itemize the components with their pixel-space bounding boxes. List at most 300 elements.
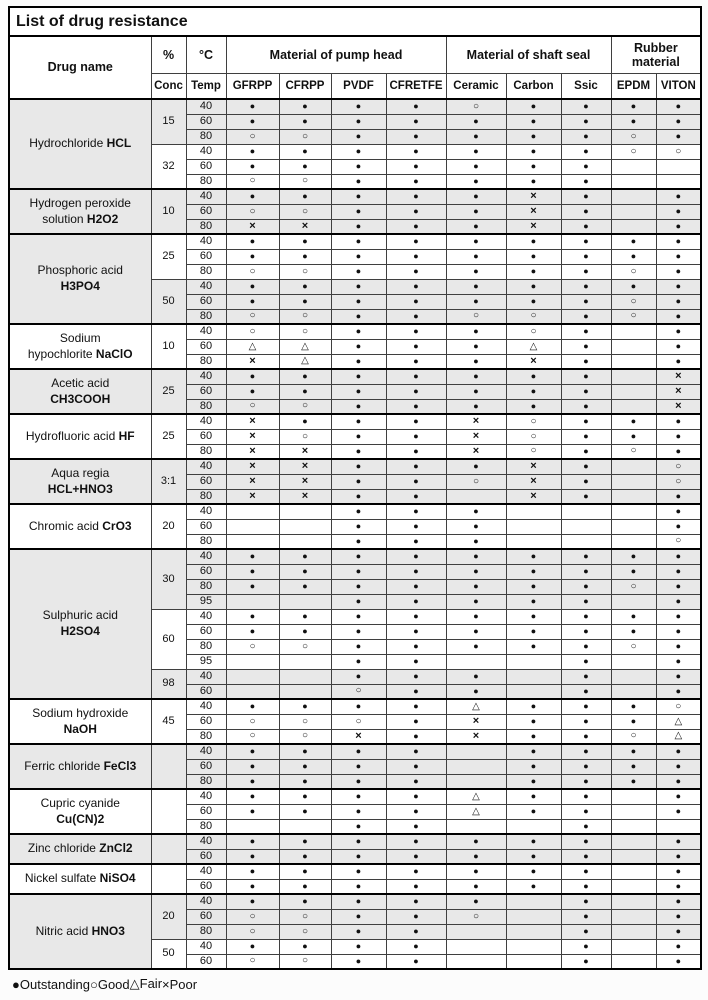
resistance-cell: ● <box>226 834 279 849</box>
resistance-cell: △ <box>279 354 331 369</box>
resistance-cell: ● <box>561 624 611 639</box>
temp-cell: 80 <box>186 309 226 324</box>
resistance-cell: ● <box>386 234 446 249</box>
resistance-cell: ● <box>386 399 446 414</box>
resistance-cell: ● <box>656 324 701 339</box>
resistance-cell: ● <box>446 339 506 354</box>
col-header-cfretfe: CFRETFE <box>386 74 446 100</box>
resistance-cell: ● <box>226 384 279 399</box>
resistance-cell: ● <box>656 924 701 939</box>
resistance-cell: ● <box>446 399 506 414</box>
resistance-cell: ○ <box>611 294 656 309</box>
resistance-cell: ○ <box>656 459 701 474</box>
resistance-cell: ● <box>331 414 386 429</box>
resistance-cell: ● <box>331 504 386 519</box>
conc-cell <box>151 744 186 789</box>
resistance-cell: × <box>226 429 279 444</box>
resistance-cell: ● <box>279 99 331 114</box>
resistance-cell: ○ <box>611 264 656 279</box>
resistance-cell: ● <box>561 429 611 444</box>
temp-cell: 80 <box>186 399 226 414</box>
resistance-cell: ○ <box>226 174 279 189</box>
resistance-cell: ● <box>331 924 386 939</box>
resistance-cell <box>611 204 656 219</box>
resistance-cell: ○ <box>226 729 279 744</box>
temp-cell: 60 <box>186 909 226 924</box>
conc-cell: 60 <box>151 609 186 669</box>
resistance-cell: ● <box>331 444 386 459</box>
temp-cell: 60 <box>186 759 226 774</box>
resistance-cell: ○ <box>506 444 561 459</box>
resistance-cell: ● <box>656 789 701 804</box>
resistance-cell: ● <box>656 414 701 429</box>
resistance-cell: ● <box>561 879 611 894</box>
temp-cell: 80 <box>186 774 226 789</box>
drug-name-line: Cupric cyanide <box>40 795 120 810</box>
drug-resistance-table <box>8 6 702 970</box>
resistance-cell: ● <box>446 579 506 594</box>
resistance-cell: ● <box>279 879 331 894</box>
resistance-cell: ● <box>226 159 279 174</box>
resistance-cell: ● <box>561 804 611 819</box>
resistance-cell: ● <box>656 849 701 864</box>
temp-cell: 40 <box>186 459 226 474</box>
legend-label: Fair <box>139 976 163 991</box>
resistance-cell: × <box>279 474 331 489</box>
resistance-cell: ● <box>279 564 331 579</box>
resistance-cell <box>611 924 656 939</box>
resistance-cell: ● <box>331 459 386 474</box>
resistance-cell: ● <box>386 654 446 669</box>
resistance-cell: ● <box>506 639 561 654</box>
resistance-cell: ● <box>279 189 331 204</box>
resistance-cell: ● <box>561 849 611 864</box>
resistance-cell: ● <box>656 114 701 129</box>
resistance-cell: ● <box>656 759 701 774</box>
resistance-cell: ● <box>279 894 331 909</box>
resistance-cell: ● <box>386 339 446 354</box>
temp-cell: 60 <box>186 684 226 699</box>
resistance-cell: ● <box>561 729 611 744</box>
temp-cell: 60 <box>186 564 226 579</box>
resistance-cell: ● <box>386 879 446 894</box>
table-row <box>9 234 701 249</box>
resistance-cell: ● <box>331 384 386 399</box>
resistance-cell: ○ <box>506 324 561 339</box>
resistance-cell: ● <box>446 879 506 894</box>
resistance-cell: ● <box>331 864 386 879</box>
resistance-cell <box>611 384 656 399</box>
conc-cell: 10 <box>151 189 186 234</box>
resistance-cell: ● <box>226 249 279 264</box>
drug-name-line: Sulphuric acid <box>42 608 118 623</box>
resistance-cell: ● <box>279 609 331 624</box>
resistance-cell: ● <box>506 549 561 564</box>
resistance-cell: ● <box>561 369 611 384</box>
temp-cell: 40 <box>186 609 226 624</box>
resistance-cell: × <box>226 354 279 369</box>
temp-cell: 80 <box>186 219 226 234</box>
resistance-cell: ● <box>331 669 386 684</box>
resistance-cell: △ <box>506 339 561 354</box>
resistance-cell: ● <box>226 864 279 879</box>
resistance-cell: ● <box>561 99 611 114</box>
resistance-cell <box>226 669 279 684</box>
drug-name-cell <box>9 189 151 234</box>
resistance-cell: ● <box>506 879 561 894</box>
resistance-cell: ○ <box>279 309 331 324</box>
resistance-cell <box>611 684 656 699</box>
resistance-cell: ○ <box>611 639 656 654</box>
resistance-cell: ● <box>561 294 611 309</box>
resistance-cell: ● <box>656 354 701 369</box>
resistance-cell: ● <box>611 609 656 624</box>
resistance-cell <box>611 879 656 894</box>
resistance-cell: ● <box>386 489 446 504</box>
resistance-cell: ● <box>226 699 279 714</box>
resistance-cell: ● <box>506 144 561 159</box>
resistance-cell: ● <box>386 429 446 444</box>
resistance-cell: ● <box>386 264 446 279</box>
resistance-cell: ○ <box>611 309 656 324</box>
resistance-cell <box>611 354 656 369</box>
drug-name-cell <box>9 459 151 504</box>
resistance-cell: ● <box>656 339 701 354</box>
table-row <box>9 369 701 384</box>
table-row <box>9 99 701 114</box>
resistance-cell: × <box>331 729 386 744</box>
resistance-cell: ● <box>506 114 561 129</box>
temp-cell: 80 <box>186 534 226 549</box>
resistance-cell: ● <box>506 774 561 789</box>
resistance-cell: ● <box>446 894 506 909</box>
resistance-cell: ● <box>386 579 446 594</box>
temp-cell: 95 <box>186 654 226 669</box>
resistance-cell: ● <box>279 624 331 639</box>
drug-name-cell <box>9 549 151 699</box>
col-group-shaft-seal: Material of shaft seal <box>446 36 611 74</box>
col-group-rubber: Rubber material <box>611 36 701 74</box>
resistance-cell <box>506 534 561 549</box>
resistance-cell: ○ <box>279 954 331 969</box>
resistance-cell: ● <box>226 99 279 114</box>
resistance-cell: ● <box>226 879 279 894</box>
resistance-cell: ● <box>561 354 611 369</box>
resistance-cell: ○ <box>279 639 331 654</box>
resistance-cell: ● <box>561 114 611 129</box>
resistance-cell: ● <box>386 204 446 219</box>
resistance-cell <box>506 669 561 684</box>
resistance-cell: △ <box>656 714 701 729</box>
resistance-cell: ● <box>331 294 386 309</box>
resistance-cell: ● <box>446 369 506 384</box>
resistance-cell <box>226 519 279 534</box>
drug-name-line: Zinc chloride ZnCl2 <box>27 841 133 856</box>
resistance-cell <box>611 864 656 879</box>
resistance-cell <box>611 174 656 189</box>
resistance-cell: ● <box>386 414 446 429</box>
resistance-cell: ● <box>331 474 386 489</box>
resistance-cell: ● <box>506 594 561 609</box>
legend <box>12 976 700 992</box>
temp-cell: 80 <box>186 444 226 459</box>
resistance-cell <box>611 954 656 969</box>
temp-cell: 60 <box>186 879 226 894</box>
resistance-cell: × <box>656 399 701 414</box>
col-header-drug-name: Drug name <box>9 36 151 99</box>
resistance-cell: ● <box>386 774 446 789</box>
resistance-cell: ● <box>656 864 701 879</box>
resistance-cell: ● <box>446 129 506 144</box>
resistance-cell: ● <box>331 549 386 564</box>
resistance-cell: × <box>656 384 701 399</box>
conc-cell: 45 <box>151 699 186 744</box>
resistance-cell: ● <box>226 189 279 204</box>
resistance-cell: ● <box>561 909 611 924</box>
drug-name-line: Cu(CN)2 <box>56 811 105 826</box>
drug-name-cell <box>9 834 151 864</box>
resistance-cell: ● <box>446 384 506 399</box>
resistance-cell <box>226 684 279 699</box>
resistance-cell: ● <box>279 384 331 399</box>
resistance-cell: ● <box>656 279 701 294</box>
resistance-cell: ● <box>561 564 611 579</box>
resistance-cell: ● <box>656 219 701 234</box>
resistance-cell <box>611 834 656 849</box>
resistance-cell: ● <box>656 99 701 114</box>
resistance-cell: ○ <box>506 414 561 429</box>
temp-cell: 40 <box>186 369 226 384</box>
resistance-cell: ○ <box>226 324 279 339</box>
temp-cell: 60 <box>186 339 226 354</box>
resistance-cell: ● <box>656 564 701 579</box>
resistance-cell: ● <box>331 279 386 294</box>
drug-name-line: Hydrochloride HCL <box>29 136 132 151</box>
drug-name-line: Acetic acid <box>51 375 110 390</box>
conc-cell: 25 <box>151 369 186 414</box>
resistance-cell: ● <box>279 864 331 879</box>
resistance-cell: × <box>446 414 506 429</box>
resistance-cell: ● <box>386 534 446 549</box>
resistance-cell <box>446 939 506 954</box>
resistance-cell: ● <box>331 909 386 924</box>
resistance-cell: ● <box>386 324 446 339</box>
resistance-cell: ● <box>561 324 611 339</box>
resistance-cell: ● <box>386 744 446 759</box>
resistance-cell: ● <box>656 834 701 849</box>
resistance-cell <box>506 954 561 969</box>
temp-cell: 40 <box>186 834 226 849</box>
temp-cell: 40 <box>186 234 226 249</box>
legend-symbol: ○ <box>89 976 98 992</box>
resistance-cell: ● <box>386 384 446 399</box>
resistance-cell: ● <box>331 264 386 279</box>
conc-cell <box>151 864 186 894</box>
resistance-cell: ● <box>561 954 611 969</box>
resistance-cell: ● <box>561 264 611 279</box>
resistance-cell: ● <box>446 264 506 279</box>
col-header-carbon: Carbon <box>506 74 561 100</box>
resistance-cell: ● <box>386 129 446 144</box>
col-header-pvdf: PVDF <box>331 74 386 100</box>
resistance-cell <box>226 534 279 549</box>
temp-cell: 80 <box>186 819 226 834</box>
resistance-cell <box>611 399 656 414</box>
resistance-cell <box>506 504 561 519</box>
resistance-cell: ● <box>611 99 656 114</box>
resistance-cell: × <box>226 444 279 459</box>
resistance-cell: ● <box>279 279 331 294</box>
resistance-cell: ● <box>446 459 506 474</box>
resistance-cell: ● <box>446 294 506 309</box>
legend-item <box>130 976 162 992</box>
resistance-cell <box>656 159 701 174</box>
resistance-cell: ○ <box>611 579 656 594</box>
drug-name-line: hypochlorite NaClO <box>27 346 133 361</box>
resistance-cell <box>506 684 561 699</box>
resistance-cell: ● <box>331 309 386 324</box>
resistance-cell: ○ <box>656 699 701 714</box>
temp-cell: 80 <box>186 579 226 594</box>
resistance-cell: ● <box>386 789 446 804</box>
drug-name-line: NaOH <box>63 721 97 736</box>
resistance-cell: ○ <box>279 264 331 279</box>
temp-cell: 40 <box>186 144 226 159</box>
drug-name-line: solution H2O2 <box>42 211 119 226</box>
resistance-cell: ● <box>656 684 701 699</box>
resistance-cell: ● <box>506 609 561 624</box>
resistance-cell <box>611 534 656 549</box>
drug-name-cell <box>9 864 151 894</box>
resistance-cell: ● <box>386 759 446 774</box>
resistance-cell <box>611 459 656 474</box>
resistance-cell <box>279 684 331 699</box>
drug-name-line: Sodium hydroxide <box>32 705 129 720</box>
table-body <box>9 99 701 969</box>
resistance-cell: ● <box>226 234 279 249</box>
resistance-cell: ● <box>386 909 446 924</box>
resistance-cell: ● <box>386 459 446 474</box>
resistance-cell: ● <box>446 174 506 189</box>
resistance-cell: ● <box>279 849 331 864</box>
resistance-cell: ○ <box>226 399 279 414</box>
resistance-cell: ● <box>446 189 506 204</box>
resistance-cell: ● <box>386 249 446 264</box>
resistance-cell: ● <box>446 354 506 369</box>
resistance-cell: ○ <box>656 474 701 489</box>
resistance-cell: ● <box>331 369 386 384</box>
temp-cell: 40 <box>186 669 226 684</box>
resistance-cell: ● <box>226 774 279 789</box>
resistance-cell: × <box>506 489 561 504</box>
resistance-cell: ● <box>561 939 611 954</box>
resistance-cell: ● <box>386 699 446 714</box>
resistance-cell: ● <box>561 249 611 264</box>
conc-cell: 30 <box>151 549 186 609</box>
col-header-temp-unit: °C <box>186 36 226 74</box>
col-group-pump-head: Material of pump head <box>226 36 446 74</box>
resistance-cell: ● <box>386 849 446 864</box>
resistance-cell: ● <box>561 474 611 489</box>
resistance-cell: ● <box>331 849 386 864</box>
resistance-cell: ● <box>656 774 701 789</box>
resistance-cell: ● <box>279 234 331 249</box>
resistance-cell: ● <box>331 819 386 834</box>
resistance-cell: ● <box>279 759 331 774</box>
resistance-cell: ● <box>561 834 611 849</box>
resistance-cell <box>561 504 611 519</box>
resistance-cell: ● <box>561 489 611 504</box>
resistance-cell <box>656 819 701 834</box>
resistance-cell: ● <box>656 894 701 909</box>
resistance-cell <box>611 219 656 234</box>
resistance-cell: ● <box>331 204 386 219</box>
resistance-cell: ○ <box>656 144 701 159</box>
resistance-cell: ● <box>561 549 611 564</box>
resistance-cell: × <box>446 444 506 459</box>
conc-cell: 98 <box>151 669 186 699</box>
resistance-cell: ● <box>279 414 331 429</box>
resistance-cell: ○ <box>279 399 331 414</box>
resistance-cell: ○ <box>226 129 279 144</box>
table-row <box>9 894 701 909</box>
resistance-cell <box>611 654 656 669</box>
drug-name-line: HCL+HNO3 <box>47 481 113 496</box>
legend-symbol: × <box>162 976 170 992</box>
drug-name-cell <box>9 744 151 789</box>
resistance-cell <box>506 924 561 939</box>
resistance-cell: × <box>506 354 561 369</box>
resistance-cell <box>611 789 656 804</box>
resistance-cell: ○ <box>656 534 701 549</box>
resistance-cell: ● <box>656 909 701 924</box>
resistance-cell: × <box>506 189 561 204</box>
temp-cell: 60 <box>186 954 226 969</box>
resistance-cell: ● <box>331 399 386 414</box>
resistance-cell: ● <box>446 564 506 579</box>
resistance-cell: ● <box>279 789 331 804</box>
resistance-cell: ● <box>386 444 446 459</box>
table-row <box>9 504 701 519</box>
resistance-cell <box>611 339 656 354</box>
resistance-cell <box>279 519 331 534</box>
resistance-cell: ● <box>656 504 701 519</box>
conc-cell: 15 <box>151 99 186 144</box>
resistance-cell: ● <box>226 789 279 804</box>
drug-name-line: Phosphoric acid <box>37 263 123 278</box>
resistance-cell: × <box>226 489 279 504</box>
resistance-cell: ● <box>331 99 386 114</box>
resistance-cell <box>446 924 506 939</box>
resistance-cell: ● <box>506 624 561 639</box>
resistance-cell: ● <box>226 579 279 594</box>
resistance-cell: ○ <box>279 924 331 939</box>
resistance-cell: ○ <box>611 444 656 459</box>
col-header-cfrpp: CFRPP <box>279 74 331 100</box>
resistance-cell: ● <box>561 669 611 684</box>
table-row <box>9 549 701 564</box>
drug-name-cell <box>9 99 151 189</box>
resistance-cell <box>611 369 656 384</box>
drug-name-line: H3PO4 <box>60 279 100 293</box>
table-row <box>9 189 701 204</box>
resistance-cell: ● <box>386 894 446 909</box>
resistance-cell: ● <box>331 939 386 954</box>
temp-cell: 80 <box>186 264 226 279</box>
drug-name-cell <box>9 699 151 744</box>
resistance-cell: ● <box>611 429 656 444</box>
resistance-cell: × <box>506 459 561 474</box>
